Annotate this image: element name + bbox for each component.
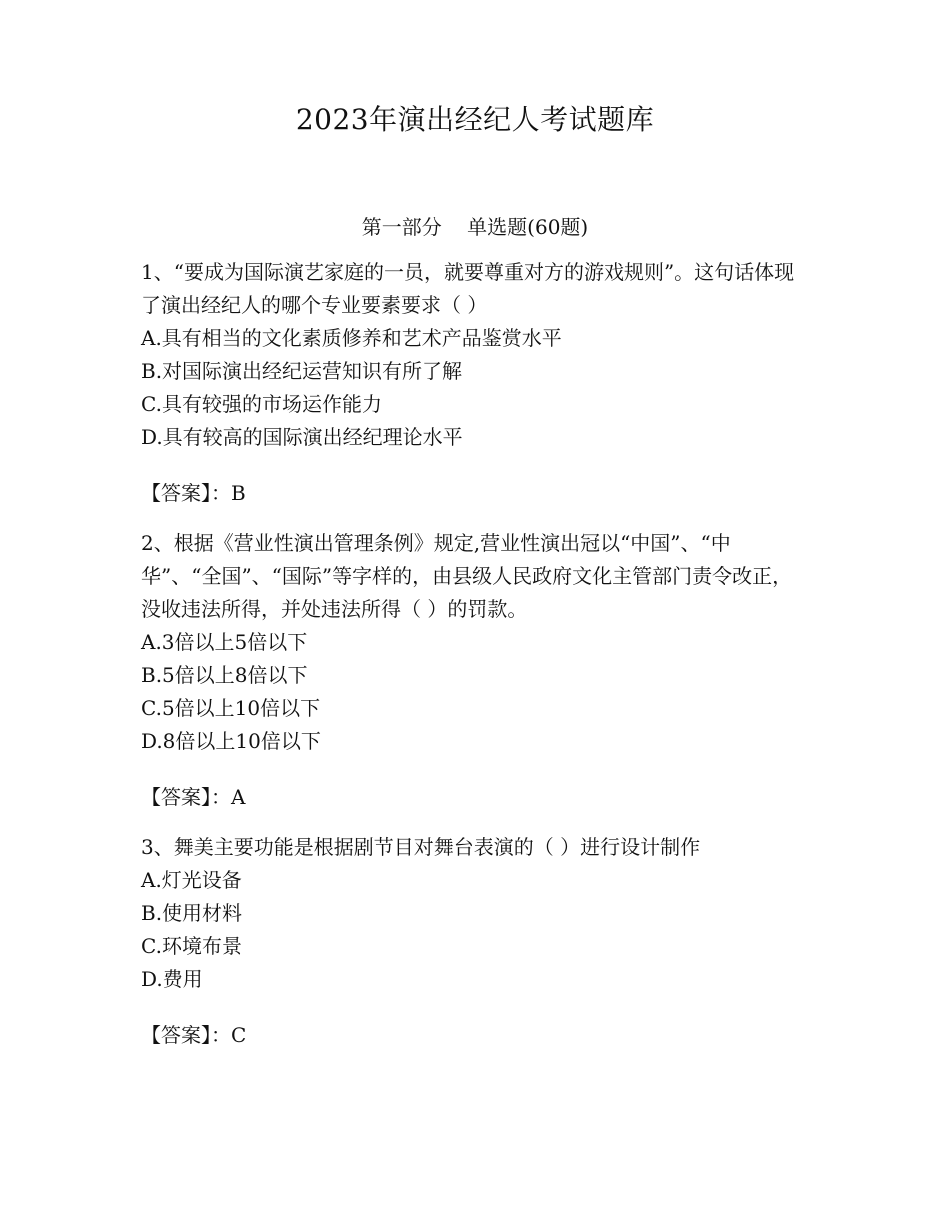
question-list [141, 256, 811, 1069]
question-stem: 2、根据《营业性演出管理条例》规定,营业性演出冠以“中国”、“中华”、“全国”、“国际”等字样的，由县级人民政府文化主管部门责令改正，没收违法所得，并处违法所得（ ）的罚款。 [141, 531, 793, 621]
section-title: 第一部分 单选题(60题) [361, 215, 589, 239]
answer-line: 【答案】：B [141, 481, 246, 505]
option-c: C.具有较强的市场运作能力 [141, 392, 382, 416]
option-a: A.3倍以上5倍以下 [141, 630, 308, 654]
answer-line: 【答案】：A [141, 785, 246, 809]
question-stem: 3、舞美主要功能是根据剧节目对舞台表演的（ ）进行设计制作 [141, 835, 701, 859]
question-1 [141, 256, 811, 510]
question-2 [141, 527, 811, 814]
option-b: B.5倍以上8倍以下 [141, 663, 308, 687]
option-d: D.费用 [141, 967, 203, 991]
question-3 [141, 831, 811, 1052]
option-c: C.环境布景 [141, 934, 242, 958]
answer-line: 【答案】：C [141, 1023, 247, 1047]
option-list [141, 864, 811, 996]
option-a: A.灯光设备 [141, 868, 242, 892]
option-list [141, 322, 811, 454]
option-d: D.具有较高的国际演出经纪理论水平 [141, 425, 463, 449]
option-a: A.具有相当的文化素质修养和艺术产品鉴赏水平 [141, 326, 562, 350]
option-c: C.5倍以上10倍以下 [141, 696, 321, 720]
option-d: D.8倍以上10倍以下 [141, 729, 321, 753]
question-stem: 1、“要成为国际演艺家庭的一员，就要尊重对方的游戏规则”。这句话体现了演出经纪人的哪个专业要素要求（ ） [141, 260, 795, 317]
option-b: B.对国际演出经纪运营知识有所了解 [141, 359, 463, 383]
document-title: 2023年演出经纪人考试题库 [295, 103, 655, 136]
option-b: B.使用材料 [141, 901, 243, 925]
option-list [141, 626, 811, 758]
